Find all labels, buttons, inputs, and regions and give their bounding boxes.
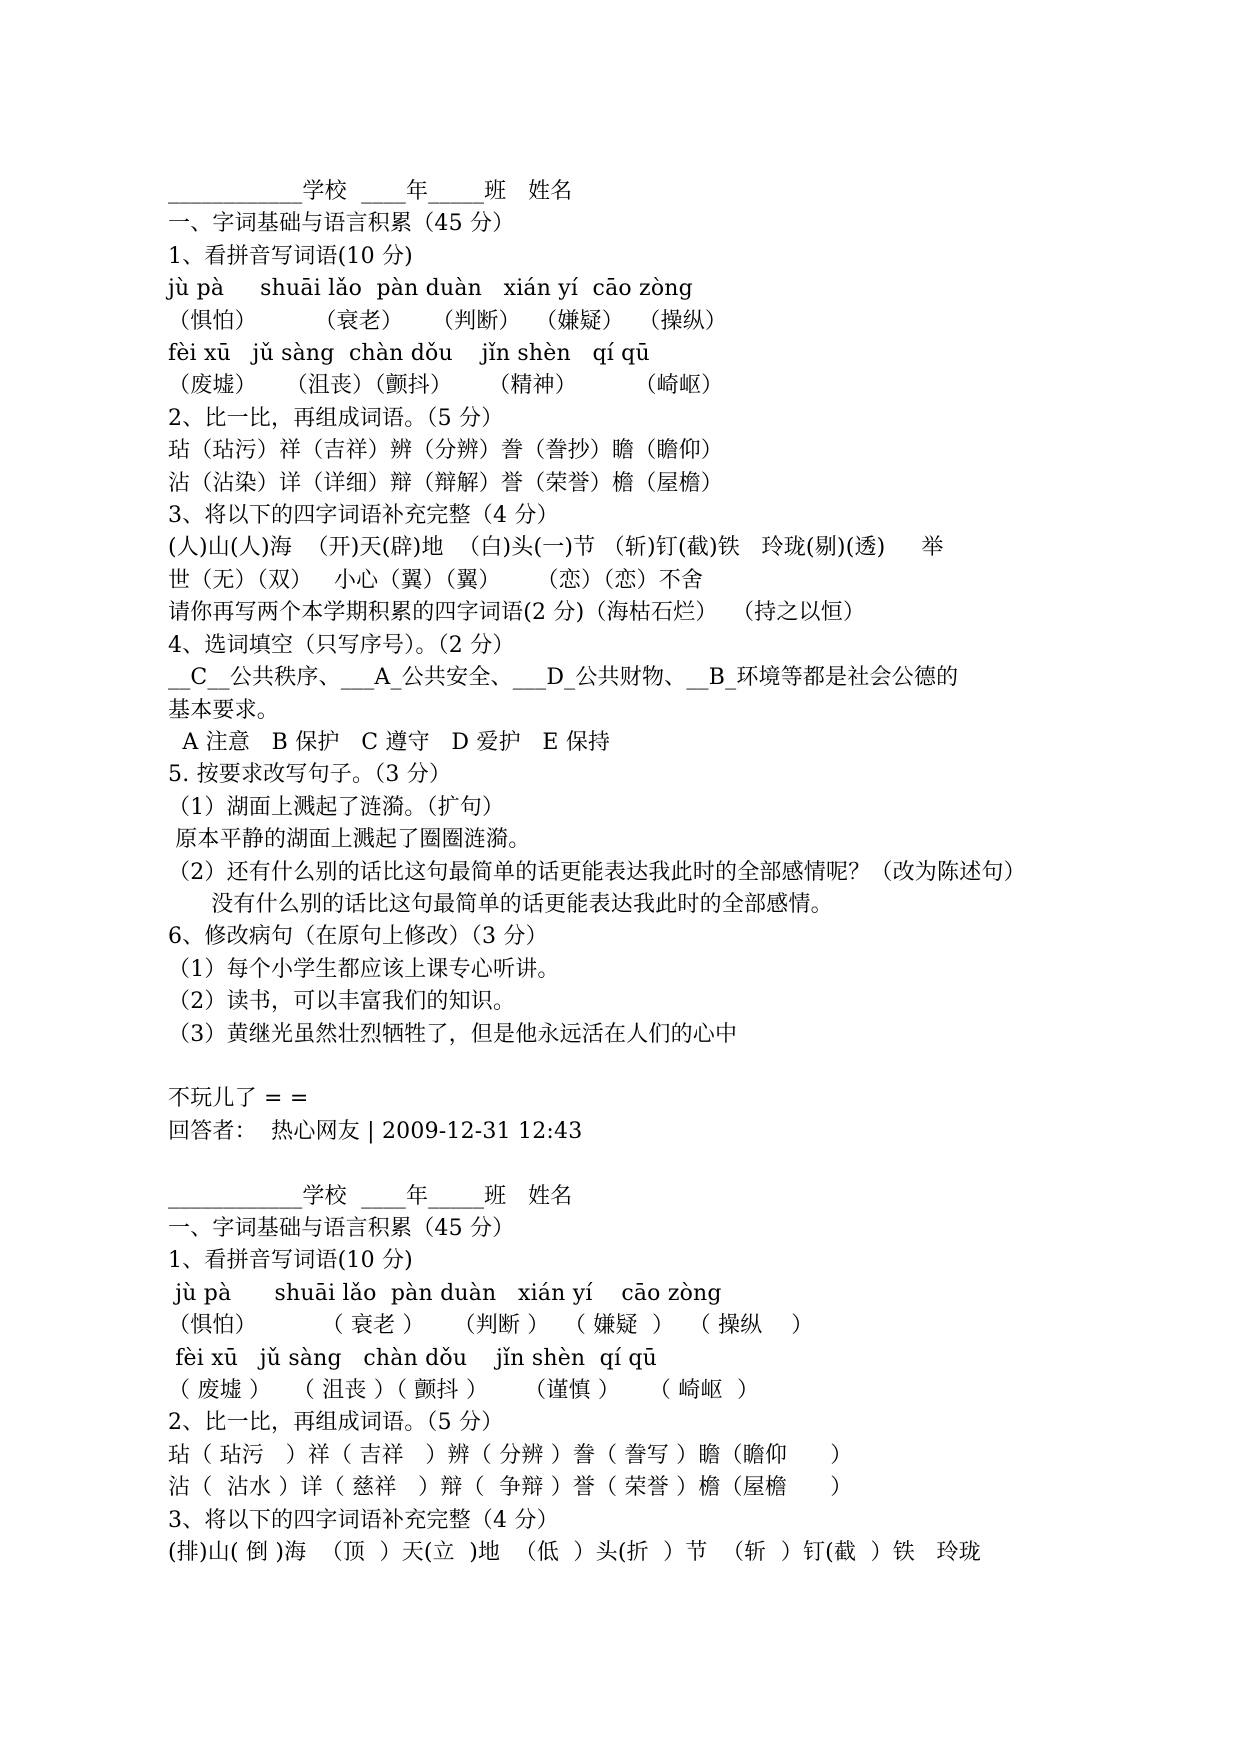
doc-line: 回答者： 热心网友 | 2009-12-31 12:43 bbox=[168, 1118, 583, 1144]
document-lines bbox=[168, 176, 1175, 1569]
doc-line: （惧怕） （衰老） （判断） （嫌疑） （操纵） bbox=[168, 308, 728, 334]
doc-line: jù pà shuāi lǎo pàn duàn xián yí cāo zòng bbox=[168, 1280, 722, 1306]
doc-line: 玷（ 玷污 ）祥（ 吉祥 ）辨（ 分辨 ）誊（ 誊写 ）瞻（瞻仰 ） bbox=[168, 1442, 853, 1468]
doc-line: 世（无）（双） 小心（翼）（翼） （恋）（恋）不舍 bbox=[168, 567, 704, 593]
doc-line: （3）黄继光虽然壮烈牺牲了，但是他永远活在人们的心中 bbox=[168, 1021, 738, 1047]
doc-line: 3、将以下的四字词语补充完整（4 分） bbox=[168, 1507, 559, 1533]
doc-line: 一、字词基础与语言积累（45 分） bbox=[168, 1216, 515, 1241]
doc-line: ____________学校 ____年_____班 姓名 bbox=[168, 179, 573, 204]
doc-line: （废墟） （沮丧）（颤抖） （精神） （崎岖） bbox=[168, 373, 724, 399]
doc-line: 5. 按要求改写句子。（3 分） bbox=[168, 762, 452, 788]
doc-line: 3、将以下的四字词语补充完整（4 分） bbox=[168, 503, 559, 529]
doc-line: __C__公共秩序、___A_公共安全、___D_公共财物、__B_环境等都是社会公德的 bbox=[168, 665, 959, 691]
doc-line: fèi xū jǔ sàng chàn dǒu jǐn shèn qí qū bbox=[168, 341, 650, 367]
doc-line: fèi xū jǔ sàng chàn dǒu jǐn shèn qí qū bbox=[168, 1345, 658, 1371]
doc-line: 原本平静的湖面上溅起了圈圈涟漪。 bbox=[168, 827, 531, 853]
doc-line: 一、字词基础与语言积累（45 分） bbox=[168, 211, 515, 237]
doc-line: （ 废墟 ） （ 沮丧 ）（ 颤抖 ） （谨慎 ） （ 崎岖 ） bbox=[168, 1378, 760, 1404]
doc-line: 2、比一比，再组成词语。（5 分） bbox=[168, 1410, 504, 1436]
doc-line: 4、选词填空（只写序号）。（2 分） bbox=[168, 632, 515, 658]
doc-line: 6、修改病句（在原句上修改）（3 分） bbox=[168, 924, 548, 950]
doc-line: 2、比一比，再组成词语。（5 分） bbox=[168, 405, 504, 431]
doc-line: (人)山(人)海 （开)天(辟)地 （白)头(一)节 （斩)钉(截)铁 玲珑(剔)(透) 举 bbox=[168, 535, 944, 561]
doc-line: 请你再写两个本学期积累的四字词语(2 分)（海枯石烂） （持之以恒） bbox=[168, 600, 866, 626]
doc-line bbox=[168, 1051, 1175, 1083]
doc-line: 玷（玷污）祥（吉祥）辨（分辨）誊（誊抄）瞻（瞻仰） bbox=[168, 438, 724, 464]
doc-line: A 注意 B 保护 C 遵守 D 爱护 E 保持 bbox=[168, 729, 611, 755]
doc-line: ____________学校 ____年_____班 姓名 bbox=[168, 1183, 573, 1209]
doc-line: （2）还有什么别的话比这句最简单的话更能表达我此时的全部感情呢？（改为陈述句） bbox=[168, 859, 1026, 885]
doc-line: (排)山( 倒 )海 （顶 ）天(立 )地 （低 ）头(折 ）节 （斩 ）钉(截 ）铁 玲珑 bbox=[168, 1540, 981, 1566]
doc-line: 沾（沾染）详（详细）辩（辩解）誉（荣誉）檐（屋檐） bbox=[168, 470, 724, 496]
doc-line: （惧怕） （ 衰老 ） （判断 ） （ 嫌疑 ） （ 操纵 ） bbox=[168, 1313, 814, 1339]
doc-line: （1）湖面上溅起了涟漪。（扩句） bbox=[168, 794, 505, 820]
doc-line: （1）每个小学生都应该上课专心听讲。 bbox=[168, 956, 560, 982]
doc-line: 不玩儿了 = = bbox=[168, 1086, 309, 1112]
doc-line bbox=[168, 1148, 1175, 1180]
doc-line: jù pà shuāi lǎo pàn duàn xián yí cāo zòng bbox=[168, 276, 693, 302]
doc-line: 没有什么别的话比这句最简单的话更能表达我此时的全部感情。 bbox=[168, 891, 833, 917]
doc-line: 沾（ 沾水 ）详（ 慈祥 ）辩（ 争辩 ）誉（ 荣誉 ）檐（屋檐 ） bbox=[168, 1475, 853, 1501]
doc-line: 1、看拼音写词语(10 分) bbox=[168, 1248, 413, 1274]
doc-line: 基本要求。 bbox=[168, 697, 280, 723]
doc-line: 1、看拼音写词语(10 分) bbox=[168, 243, 413, 269]
doc-line: （2）读书，可以丰富我们的知识。 bbox=[168, 989, 516, 1015]
